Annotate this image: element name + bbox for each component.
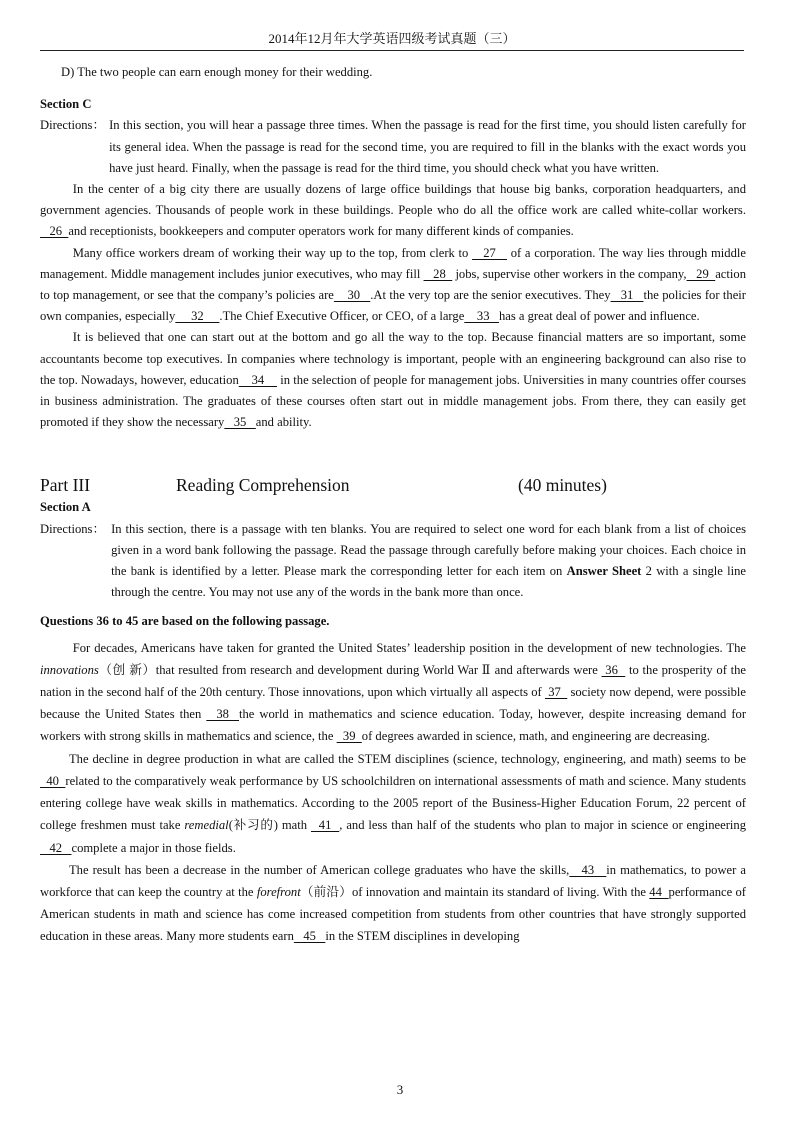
section-c-heading: Section C xyxy=(40,97,92,112)
page-content xyxy=(40,62,746,948)
directions-label: Directions： xyxy=(40,118,106,133)
passage-paragraph-2: The decline in degree production in what are called the STEM disciplines (science, technology, engineering, and math) seems to be 40 related to the comparatively weak performance by US schoolchildren on international assessments of math and science. Many students entering college have weak skills in mathematics. According to the 2005 report of the Business-Higher Education Forum, 22 percent of college freshmen must take remedial(补习的) math 41 , and less than half of the students who plan to major in science or engineering 42 complete a major in those fields. xyxy=(40,751,746,855)
blank-27: 27 xyxy=(472,245,507,260)
blank-35: 35 xyxy=(224,415,256,430)
blank-42: 42 xyxy=(40,840,72,855)
section-c-directions xyxy=(40,115,746,179)
listening-paragraph-1: In the center of a big city there are usually dozens of large office buildings that house big banks, corporation headquarters, and government agencies. Thousands of people work in these buildings. People who do all the office work are called white-collar workers. 26 and receptionists, bookkeepers and computer operators work for many different kinds of companies. xyxy=(40,182,746,239)
blank-32: 32 xyxy=(175,309,220,324)
questions-heading: Questions 36 to 45 are based on the following passage. xyxy=(40,614,330,629)
part-time: (40 minutes) xyxy=(518,475,607,496)
part-title: Reading Comprehension xyxy=(176,475,350,496)
header-title: 2014年12月年大学英语四级考试真题（三） xyxy=(268,31,516,46)
directions-text: In this section, there is a passage with ten blanks. You are required to select one word for each blank from a list of choices given in a word bank following the passage. Read the passage through carefully before making your choices. Each choice in the bank is identified by a letter. Please mark the corresponding letter for each item on Answer Sheet 2 with a single line through the centre. You may not use any of the words in the bank more than once. xyxy=(111,521,746,600)
reading-passage xyxy=(40,637,746,948)
blank-39: 39 xyxy=(336,729,362,744)
part-number: Part III xyxy=(40,475,91,496)
blank-38: 38 xyxy=(206,707,239,722)
section-a-heading: Section A xyxy=(40,500,91,515)
blank-45: 45 xyxy=(293,929,326,944)
answer-sheet-label: Answer Sheet xyxy=(566,564,642,579)
passage-paragraph-1: For decades, Americans have taken for granted the United States’ leadership position in the development of new technologies. The innovations（创 新）that resulted from research and development during World War Ⅱ and afterwards were 36 to the prosperity of the nation in the second half of the 20th century. Those innovations, upon which virtually all aspects of 37 society now depend, were possible because the United States then 38 the world in mathematics and science education. Today, however, despite increasing demand for workers with strong skills in mathematics and science, the 39 of degrees awarded in science, math, and engineering are decreasing. xyxy=(40,640,747,744)
blank-41: 41 xyxy=(310,818,340,833)
blank-30: 30 xyxy=(333,288,371,303)
blank-33: 33 xyxy=(464,309,499,324)
page-number: 3 xyxy=(396,1082,404,1097)
passage-paragraph-3: The result has been a decrease in the number of American college graduates who have the skills, 43 in mathematics, to power a workforce that can keep the country at the forefront（前沿）of innovation and maintain its standard of living. With the 44 performance of American students in math and science has come increased competition from students from other countries that have strongly supported education in these areas. Many more students earn 45 in the STEM disciplines in developing xyxy=(40,862,746,944)
blank-26: 26 xyxy=(40,224,69,239)
option-d: D) The two people can earn enough money for their wedding. xyxy=(61,65,373,79)
directions-text: In this section, you will hear a passage three times. When the passage is read for the first time, you should listen carefully for its general idea. When the passage is read for the second time, you are required to fill in the blanks with the exact words you have just heard. Finally, when the passage is read for the third time, you should check what you have written. xyxy=(109,118,746,175)
blank-37: 37 xyxy=(544,685,568,700)
listening-paragraph-2: Many office workers dream of working their way up to the top, from clerk to 27 of a corporation. The way lies through middle management. Middle management includes junior executives, who may fill 28 jobs, supervise other workers in the company, 29 action to top management, or see that the company’s policies are 30 .At the very top are the senior executives. They 31 the policies for their own companies, especially 32 .The Chief Executive Officer, or CEO, of a large 33 has a great deal of power and influence. xyxy=(40,245,746,324)
blank-34: 34 xyxy=(238,372,278,387)
directions-label: Directions： xyxy=(40,521,106,536)
blank-29: 29 xyxy=(686,266,716,281)
blank-40: 40 xyxy=(40,773,66,788)
blank-44: 44 xyxy=(649,884,669,899)
page-header xyxy=(40,30,744,51)
listening-paragraph-3: It is believed that one can start out at the bottom and go all the way to the top. Because financial matters are so important, some accountants become top executives. In companies where technology is important, people with an engineering background can also rise to the top. Nowadays, however, education 34 in the selection of people for management jobs. Universities in many countries offer courses in business administration. The graduates of these courses often start out in middle management jobs. From there, they can easily get promoted if they show the necessary 35 and ability. xyxy=(40,330,746,430)
blank-31: 31 xyxy=(610,288,644,303)
section-a-directions xyxy=(40,519,746,604)
blank-43: 43 xyxy=(569,862,607,877)
blank-28: 28 xyxy=(423,266,453,281)
blank-36: 36 xyxy=(601,662,626,677)
part-heading xyxy=(40,473,746,497)
